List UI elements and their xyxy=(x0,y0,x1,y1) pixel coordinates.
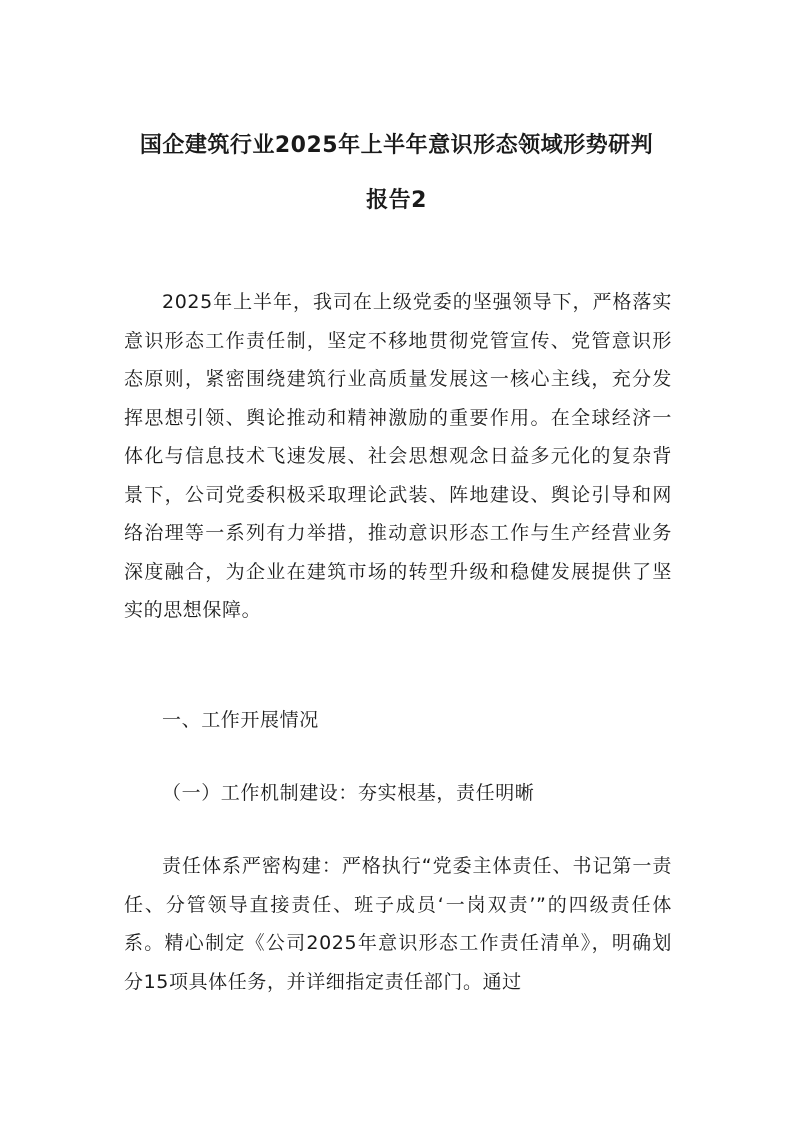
document-title-line-2: 报告2 xyxy=(366,188,427,213)
responsibility-paragraph: 责任体系严密构建：严格执行“党委主体责任、书记第一责任、分管领导直接责任、班子成员‘一岗双责’”的四级责任体系。精心制定《公司2025年意识形态工作责任清单》，明确划分15项具体任务，并详细指定责任部门。通过 xyxy=(124,855,672,993)
document-title-line-1: 国企建筑行业2025年上半年意识形态领域形势研判 xyxy=(139,133,654,158)
intro-paragraph: 2025年上半年，我司在上级党委的坚强领导下，严格落实意识形态工作责任制，坚定不移地贯彻党管宣传、党管意识形态原则，紧密围绕建筑行业高质量发展这一核心主线，充分发挥思想引领、舆论推动和精神激励的重要作用。在全球经济一体化与信息技术飞速发展、社会思想观念日益多元化的复杂背景下，公司党委积极采取理论武装、阵地建设、舆论引导和网络治理等一系列有力举措，推动意识形态工作与生产经营业务深度融合，为企业在建筑市场的转型升级和稳健发展提供了坚实的思想保障。 xyxy=(124,291,672,621)
section-heading: 一、工作开展情况 xyxy=(162,709,319,731)
subsection-heading: （一）工作机制建设：夯实根基，责任明晰 xyxy=(162,782,535,804)
